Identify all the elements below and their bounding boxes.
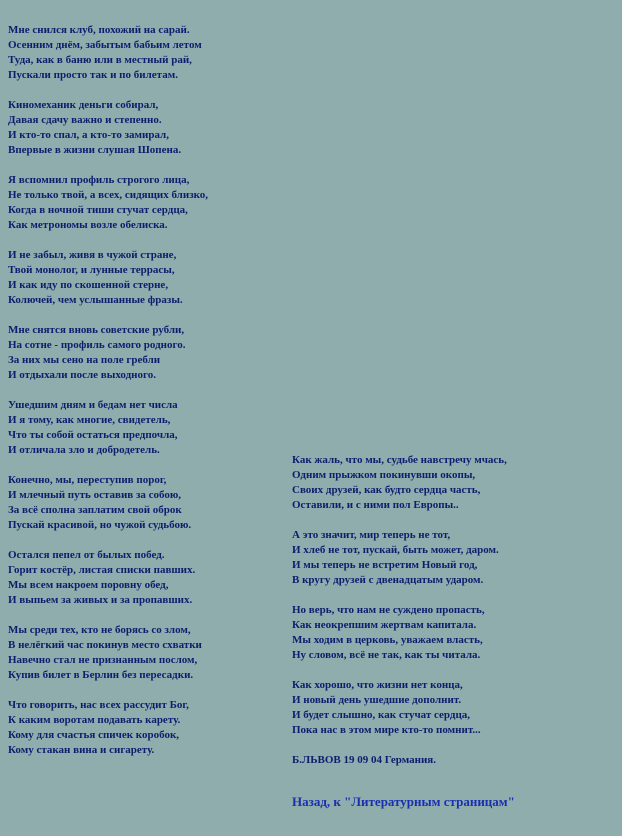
- poem-line: И новый день ушедшие дополнит.: [292, 694, 462, 706]
- right-stanza-3: [292, 603, 612, 663]
- right-stanza-2: [292, 528, 612, 588]
- poem-line: Я вспомнил профиль строгого лица,: [8, 174, 190, 186]
- left-stanza-2: [8, 98, 278, 158]
- poem-line: Мы ходим в церковь, уважаем власть,: [292, 634, 483, 646]
- poem-line: И мы теперь не встретим Новый год,: [292, 559, 478, 571]
- poem-line: Мы всем накроем поровну обед,: [8, 579, 169, 591]
- poem-line: В нелёгкий час покинув место схватки: [8, 639, 202, 651]
- left-stanza-8: [8, 548, 278, 608]
- poem-line: Впервые в жизни слушая Шопена.: [8, 144, 182, 156]
- poem-line: Не только твой, а всех, сидящих близко,: [8, 189, 209, 201]
- poem-line: И как иду по скошенной стерне,: [8, 279, 169, 291]
- left-stanza-5: [8, 323, 278, 383]
- poem-line: Когда в ночной тиши стучат сердца,: [8, 204, 188, 216]
- poem-line: И я тому, как многие, свидетель,: [8, 414, 171, 426]
- author-signature: Б.ЛЬВОВ 19 09 04 Германия.: [292, 754, 437, 766]
- poem-line: И млечный путь оставив за собою,: [8, 489, 182, 501]
- poem-line: Пускай красивой, но чужой судьбою.: [8, 519, 192, 531]
- left-stanza-9: [8, 623, 278, 683]
- poem-line: К каким воротам подавать карету.: [8, 714, 181, 726]
- poem-line: Как жаль, что мы, судьбе навстречу мчась,: [292, 454, 507, 466]
- poem-line: Кому для счастья спичек коробок,: [8, 729, 180, 741]
- poem-line: Осенним днём, забытым бабьим летом: [8, 39, 202, 51]
- poem-line: Кому стакан вина и сигарету.: [8, 744, 155, 756]
- poem-line: Ну словом, всё не так, как ты читала.: [292, 649, 481, 661]
- poem-line: Колючей, чем услышанные фразы.: [8, 294, 183, 306]
- poem-line: Киномеханик деньги собирал,: [8, 99, 159, 111]
- poem-line: Своих друзей, как будто сердца часть,: [292, 484, 481, 496]
- poem-line: Что ты собой остаться предпочла,: [8, 429, 178, 441]
- poem-right-column: [292, 453, 612, 768]
- poem-left-column: [8, 23, 278, 773]
- poem-line: И отличала зло и добродетель.: [8, 444, 160, 456]
- poem-line: Ушедшим дням и бедам нет числа: [8, 399, 178, 411]
- poem-line: Оставили, и с ними пол Европы..: [292, 499, 459, 511]
- poem-line: Но верь, что нам не суждено пропасть,: [292, 604, 485, 616]
- left-stanza-3: [8, 173, 278, 233]
- left-stanza-10: [8, 698, 278, 758]
- poem-line: Как неокрепшим жертвам капитала.: [292, 619, 477, 631]
- poem-line: Навечно стал не признанным послом,: [8, 654, 198, 666]
- poem-line: Купив билет в Берлин без пересадки.: [8, 669, 194, 681]
- poem-line: На сотне - профиль самого родного.: [8, 339, 186, 351]
- poem-line: Мне снился клуб, похожий на сарай.: [8, 24, 190, 36]
- poem-line: И не забыл, живя в чужой стране,: [8, 249, 177, 261]
- poem-line: Давая сдачу важно и степенно.: [8, 114, 162, 126]
- right-stanza-1: [292, 453, 612, 513]
- poem-right-stanzas: [292, 453, 612, 738]
- right-stanza-4: [292, 678, 612, 738]
- left-stanza-4: [8, 248, 278, 308]
- back-to-literary-pages-link[interactable]: Назад, к "Литературным страницам": [292, 794, 515, 809]
- poem-line: А это значит, мир теперь не тот,: [292, 529, 451, 541]
- poem-line: Одним прыжком покинувши окопы,: [292, 469, 476, 481]
- poem-line: В кругу друзей с двенадцатым ударом.: [292, 574, 484, 586]
- poem-line: Конечно, мы, переступив порог,: [8, 474, 167, 486]
- poem-line: Горит костёр, листая списки павших.: [8, 564, 196, 576]
- poem-line: Как хорошо, что жизни нет конца,: [292, 679, 463, 691]
- poem-line: Мне снятся вновь советские рубли,: [8, 324, 185, 336]
- poem-line: За них мы сено на поле гребли: [8, 354, 161, 366]
- poem-line: За всё сполна заплатим свой оброк: [8, 504, 182, 516]
- poem-line: Пускали просто так и по билетам.: [8, 69, 178, 81]
- poem-line: Мы среди тех, кто не борясь со злом,: [8, 624, 191, 636]
- poem-line: И отдыхали после выходного.: [8, 369, 156, 381]
- poem-line: Туда, как в баню или в местный рай,: [8, 54, 192, 66]
- left-stanza-1: [8, 23, 278, 83]
- poem-line: И будет слышно, как стучат сердца,: [292, 709, 471, 721]
- left-stanza-7: [8, 473, 278, 533]
- left-stanza-6: [8, 398, 278, 458]
- poem-line: Твой монолог, и лунные террасы,: [8, 264, 175, 276]
- poem-line: И кто-то спал, а кто-то замирал,: [8, 129, 169, 141]
- poem-line: Пока нас в этом мире кто-то помнит...: [292, 724, 481, 736]
- poem-line: И хлеб не тот, пускай, быть может, даром.: [292, 544, 499, 556]
- poem-line: Остался пепел от былых побед.: [8, 549, 165, 561]
- poem-line: Как метрономы возле обелиска.: [8, 219, 168, 231]
- poem-line: И выпьем за живых и за пропавших.: [8, 594, 193, 606]
- poem-line: Что говорить, нас всех рассудит Бог,: [8, 699, 189, 711]
